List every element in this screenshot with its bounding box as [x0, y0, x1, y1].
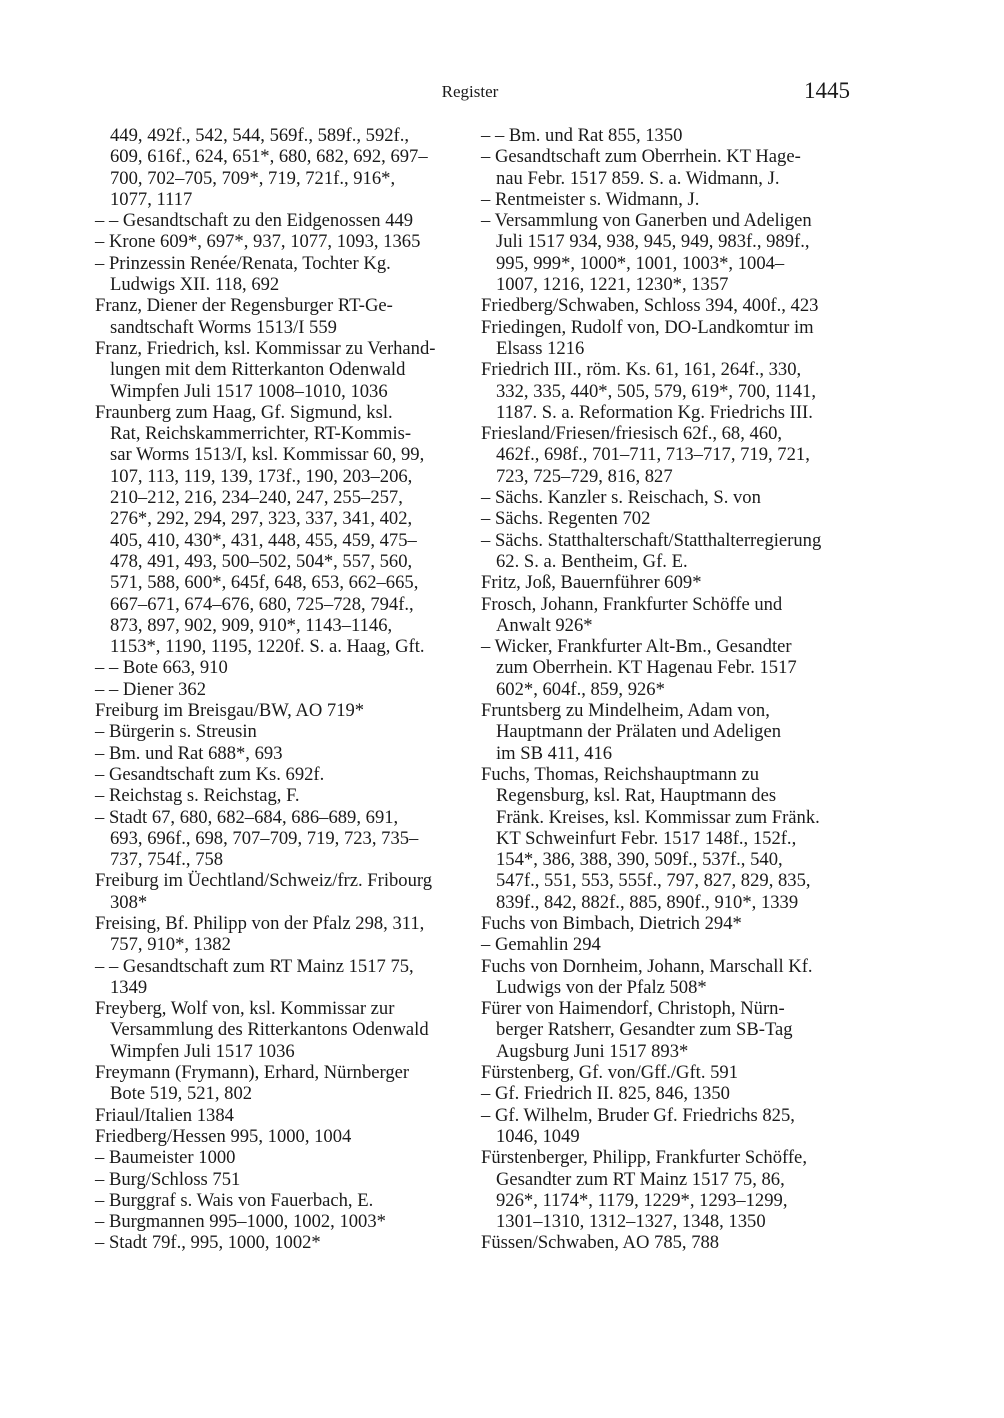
index-entry-line: – Gesandtschaft zum Ks. 692f.: [95, 763, 325, 785]
index-entry-line: 210–212, 216, 234–240, 247, 255–257,: [110, 487, 403, 509]
index-entry-line: Fritz, Joß, Bauernführer 609*: [481, 572, 702, 594]
index-entry-line: Elsass 1216: [496, 337, 585, 359]
index-entry-line: 723, 725–729, 816, 827: [496, 465, 673, 487]
index-entry-line: 1046, 1049: [496, 1125, 580, 1147]
index-entry-line: 308*: [110, 891, 148, 913]
index-entry-line: KT Schweinfurt Febr. 1517 148f., 152f.,: [496, 827, 797, 849]
index-entry-line: 547f., 551, 553, 555f., 797, 827, 829, 835,: [496, 870, 811, 892]
index-entry-line: Bote 519, 521, 802: [110, 1083, 253, 1105]
index-entry-line: 449, 492f., 542, 544, 569f., 589f., 592f.,: [110, 125, 410, 146]
index-entry-line: Freiburg im Breisgau/BW, AO 719*: [95, 700, 365, 722]
index-entry-line: 926*, 1174*, 1179, 1229*, 1293–1299,: [496, 1189, 788, 1211]
index-entry-line: Friesland/Friesen/friesisch 62f., 68, 460,: [481, 423, 783, 445]
index-entry-line: Freymann (Frymann), Erhard, Nürnberger: [95, 1062, 410, 1084]
index-column-left: [95, 125, 465, 1254]
index-entry-line: – Reichstag s. Reichstag, F.: [95, 785, 300, 807]
index-entry-line: Füssen/Schwaben, AO 785, 788: [481, 1232, 720, 1254]
index-entry-line: Augsburg Juni 1517 893*: [496, 1040, 689, 1062]
index-entry-line: – Burggraf s. Wais von Fauerbach, E.: [95, 1189, 374, 1211]
index-entry-line: – Krone 609*, 697*, 937, 1077, 1093, 1365: [95, 231, 421, 253]
index-entry-line: Fürer von Haimendorf, Christoph, Nürn-: [481, 998, 785, 1020]
index-entry-line: Fürstenberger, Philipp, Frankfurter Schöffe,: [481, 1147, 807, 1169]
index-column-right: [481, 125, 856, 1254]
index-entry-line: Freising, Bf. Philipp von der Pfalz 298, 311,: [95, 912, 425, 934]
index-entry-line: – – Bote 663, 910: [95, 657, 228, 679]
index-entry-line: 1077, 1117: [110, 188, 193, 210]
index-entry-line: – – Bm. und Rat 855, 1350: [481, 125, 683, 146]
index-entry-line: nau Febr. 1517 859. S. a. Widmann, J.: [496, 167, 780, 189]
index-entry-line: – Sächs. Kanzler s. Reischach, S. von: [481, 487, 761, 509]
index-entry-line: berger Ratsherr, Gesandter zum SB-Tag: [496, 1019, 793, 1041]
index-entry-line: – Gf. Wilhelm, Bruder Gf. Friedrichs 825,: [481, 1104, 795, 1126]
index-entry-line: – Gesandtschaft zum Oberrhein. KT Hage-: [481, 146, 801, 168]
index-entry-line: Fraunberg zum Haag, Gf. Sigmund, ksl.: [95, 401, 393, 423]
index-entry-line: – Bürgerin s. Streusin: [95, 721, 257, 743]
index-entry-line: Frosch, Johann, Frankfurter Schöffe und: [481, 593, 783, 615]
index-entry-line: Freyberg, Wolf von, ksl. Kommissar zur: [95, 998, 395, 1020]
index-entry-line: 107, 113, 119, 139, 173f., 190, 203–206,: [110, 465, 413, 487]
index-entry-line: Fruntsberg zu Mindelheim, Adam von,: [481, 700, 770, 722]
index-entry-line: Friedberg/Hessen 995, 1000, 1004: [95, 1125, 352, 1147]
index-entry-line: 1153*, 1190, 1195, 1220f. S. a. Haag, Gft.: [110, 636, 425, 658]
index-entry-line: – Gf. Friedrich II. 825, 846, 1350: [481, 1083, 730, 1105]
index-entry-line: – Stadt 79f., 995, 1000, 1002*: [95, 1232, 321, 1254]
index-entry-line: zum Oberrhein. KT Hagenau Febr. 1517: [496, 657, 797, 679]
index-entry-line: Fuchs, Thomas, Reichshauptmann zu: [481, 763, 760, 785]
running-header: Register: [441, 82, 499, 101]
index-entry-line: 693, 696f., 698, 707–709, 719, 723, 735–: [110, 827, 419, 849]
index-entry-line: – – Gesandtschaft zum RT Mainz 1517 75,: [95, 955, 414, 977]
index-entry-line: 839f., 842, 882f., 885, 890f., 910*, 1339: [496, 891, 799, 913]
index-entry-line: 1187. S. a. Reformation Kg. Friedrichs III.: [496, 401, 813, 423]
index-entry-line: 1301–1310, 1312–1327, 1348, 1350: [496, 1211, 766, 1233]
index-entry-line: Friaul/Italien 1384: [95, 1104, 234, 1126]
index-entry-line: 462f., 698f., 701–711, 713–717, 719, 721,: [496, 444, 810, 466]
index-entry-line: Ludwigs von der Pfalz 508*: [496, 976, 707, 998]
index-entry-line: – Versammlung von Ganerben und Adeligen: [481, 210, 812, 232]
index-entry-line: Juli 1517 934, 938, 945, 949, 983f., 989f.,: [496, 231, 810, 253]
index-entry-line: 873, 897, 902, 909, 910*, 1143–1146,: [110, 614, 393, 636]
index-entry-line: – Rentmeister s. Widmann, J.: [481, 188, 700, 210]
index-entry-line: 154*, 386, 388, 390, 509f., 537f., 540,: [496, 849, 783, 871]
index-entry-line: Wimpfen Juli 1517 1008–1010, 1036: [110, 380, 388, 402]
index-entry-line: 62. S. a. Bentheim, Gf. E.: [496, 550, 688, 572]
index-entry-line: – Baumeister 1000: [95, 1147, 236, 1169]
index-entry-line: lungen mit dem Ritterkanton Odenwald: [110, 359, 406, 381]
index-entry-line: 667–671, 674–676, 680, 725–728, 794f.,: [110, 593, 414, 615]
index-entry-line: Friedrich III., röm. Ks. 61, 161, 264f., 330,: [481, 359, 802, 381]
index-entry-line: – Burgmannen 995–1000, 1002, 1003*: [95, 1211, 386, 1233]
index-entry-line: Franz, Diener der Regensburger RT-Ge-: [95, 295, 393, 317]
index-entry-line: Rat, Reichskammerrichter, RT-Kommis-: [110, 423, 412, 445]
index-entry-line: – Stadt 67, 680, 682–684, 686–689, 691,: [95, 806, 399, 828]
index-entry-line: – Prinzessin Renée/Renata, Tochter Kg.: [95, 252, 391, 274]
index-entry-line: sar Worms 1513/I, ksl. Kommissar 60, 99,: [110, 444, 425, 466]
index-entry-line: 478, 491, 493, 500–502, 504*, 557, 560,: [110, 550, 413, 572]
index-entry-line: 757, 910*, 1382: [110, 934, 231, 956]
index-entry-line: 700, 702–705, 709*, 719, 721f., 916*,: [110, 167, 396, 189]
index-entry-line: – Gemahlin 294: [481, 934, 601, 956]
index-entry-line: – Sächs. Regenten 702: [481, 508, 651, 530]
index-entry-line: – Wicker, Frankfurter Alt-Bm., Gesandter: [481, 636, 792, 658]
index-entry-line: 1007, 1216, 1221, 1230*, 1357: [496, 274, 729, 296]
index-entry-line: 1349: [110, 976, 148, 998]
index-entry-line: 571, 588, 600*, 645f, 648, 653, 662–665,: [110, 572, 419, 594]
index-entry-line: Hauptmann der Prälaten und Adeligen: [496, 721, 782, 743]
index-entry-line: Regensburg, ksl. Rat, Hauptmann des: [496, 785, 777, 807]
index-entry-line: im SB 411, 416: [496, 742, 613, 764]
index-entry-line: 332, 335, 440*, 505, 579, 619*, 700, 1141,: [496, 380, 817, 402]
index-entry-line: Freiburg im Üechtland/Schweiz/frz. Fribourg: [95, 870, 433, 892]
index-entry-line: Ludwigs XII. 118, 692: [110, 274, 280, 296]
index-entry-line: 405, 410, 430*, 431, 448, 455, 459, 475–: [110, 529, 417, 551]
index-entry-line: – – Diener 362: [95, 678, 207, 700]
index-entry-line: Versammlung des Ritterkantons Odenwald: [110, 1019, 429, 1041]
index-entry-line: Friedberg/Schwaben, Schloss 394, 400f., 423: [481, 295, 819, 317]
index-entry-line: Fuchs von Dornheim, Johann, Marschall Kf.: [481, 955, 813, 977]
index-entry-line: – Sächs. Statthalterschaft/Statthalterregierung: [481, 529, 822, 551]
index-entry-line: Fränk. Kreises, ksl. Kommissar zum Fränk.: [496, 806, 820, 828]
index-entry-line: Franz, Friedrich, ksl. Kommissar zu Verhand-: [95, 337, 436, 359]
index-entry-line: 602*, 604f., 859, 926*: [496, 678, 665, 700]
index-entry-line: Anwalt 926*: [496, 614, 593, 636]
index-entry-line: Wimpfen Juli 1517 1036: [110, 1040, 295, 1062]
index-entry-line: 737, 754f., 758: [110, 849, 224, 871]
index-entry-line: 609, 616f., 624, 651*, 680, 682, 692, 697–: [110, 146, 428, 168]
page-number: 1445: [804, 78, 850, 103]
index-entry-line: Fuchs von Bimbach, Dietrich 294*: [481, 912, 742, 934]
index-entry-line: – Bm. und Rat 688*, 693: [95, 742, 283, 764]
index-entry-line: Fürstenberg, Gf. von/Gff./Gft. 591: [481, 1062, 739, 1084]
index-entry-line: 995, 999*, 1000*, 1001, 1003*, 1004–: [496, 252, 785, 274]
index-entry-line: – – Gesandtschaft zu den Eidgenossen 449: [95, 210, 414, 232]
index-entry-line: Friedingen, Rudolf von, DO-Landkomtur im: [481, 316, 814, 338]
index-entry-line: – Burg/Schloss 751: [95, 1168, 241, 1190]
index-entry-line: Gesandter zum RT Mainz 1517 75, 86,: [496, 1168, 785, 1190]
index-entry-line: sandtschaft Worms 1513/I 559: [110, 316, 337, 338]
index-entry-line: 276*, 292, 294, 297, 323, 337, 341, 402,: [110, 508, 413, 530]
